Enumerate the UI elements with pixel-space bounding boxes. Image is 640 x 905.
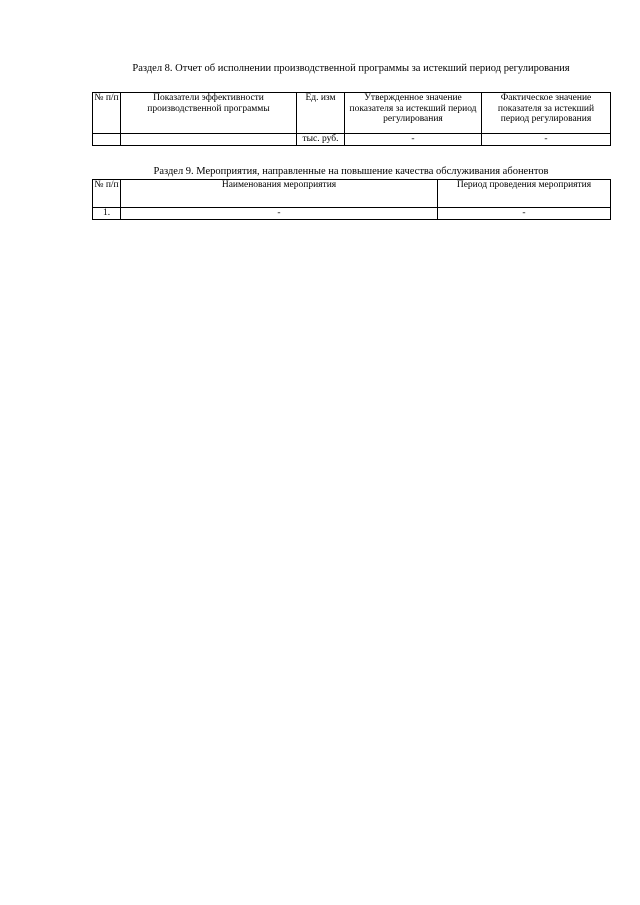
- table-cell: -: [121, 208, 438, 220]
- header-cell: Фактическое значение показателя за истекший период регулирования: [482, 93, 611, 134]
- table-header-row: [93, 180, 611, 208]
- table-cell: -: [438, 208, 611, 220]
- section-8-title: Раздел 8. Отчет об исполнении производственной программы за истекший период регулирования: [132, 63, 570, 74]
- header-cell: Наименования мероприятия: [121, 180, 438, 208]
- table-cell: -: [345, 134, 482, 146]
- section-9-title: Раздел 9. Мероприятия, направленные на повышение качества обслуживания абонентов: [153, 166, 549, 177]
- table-row: [93, 134, 611, 146]
- table-cell: -: [482, 134, 611, 146]
- table-cell: [93, 134, 121, 146]
- table-row: [93, 208, 611, 220]
- table-cell: [121, 134, 297, 146]
- header-cell: Показатели эффективности производственной программы: [121, 93, 297, 134]
- header-cell: № п/п: [93, 93, 121, 134]
- section-9-table: [92, 179, 611, 220]
- table-cell: тыс. руб.: [297, 134, 345, 146]
- header-cell: Период проведения мероприятия: [438, 180, 611, 208]
- table-header-row: [93, 93, 611, 134]
- section-8-table: [92, 92, 611, 146]
- header-cell: Ед. изм: [297, 93, 345, 134]
- header-cell: № п/п: [93, 180, 121, 208]
- header-cell: Утвержденное значение показателя за истекший период регулирования: [345, 93, 482, 134]
- table-cell: 1.: [93, 208, 121, 220]
